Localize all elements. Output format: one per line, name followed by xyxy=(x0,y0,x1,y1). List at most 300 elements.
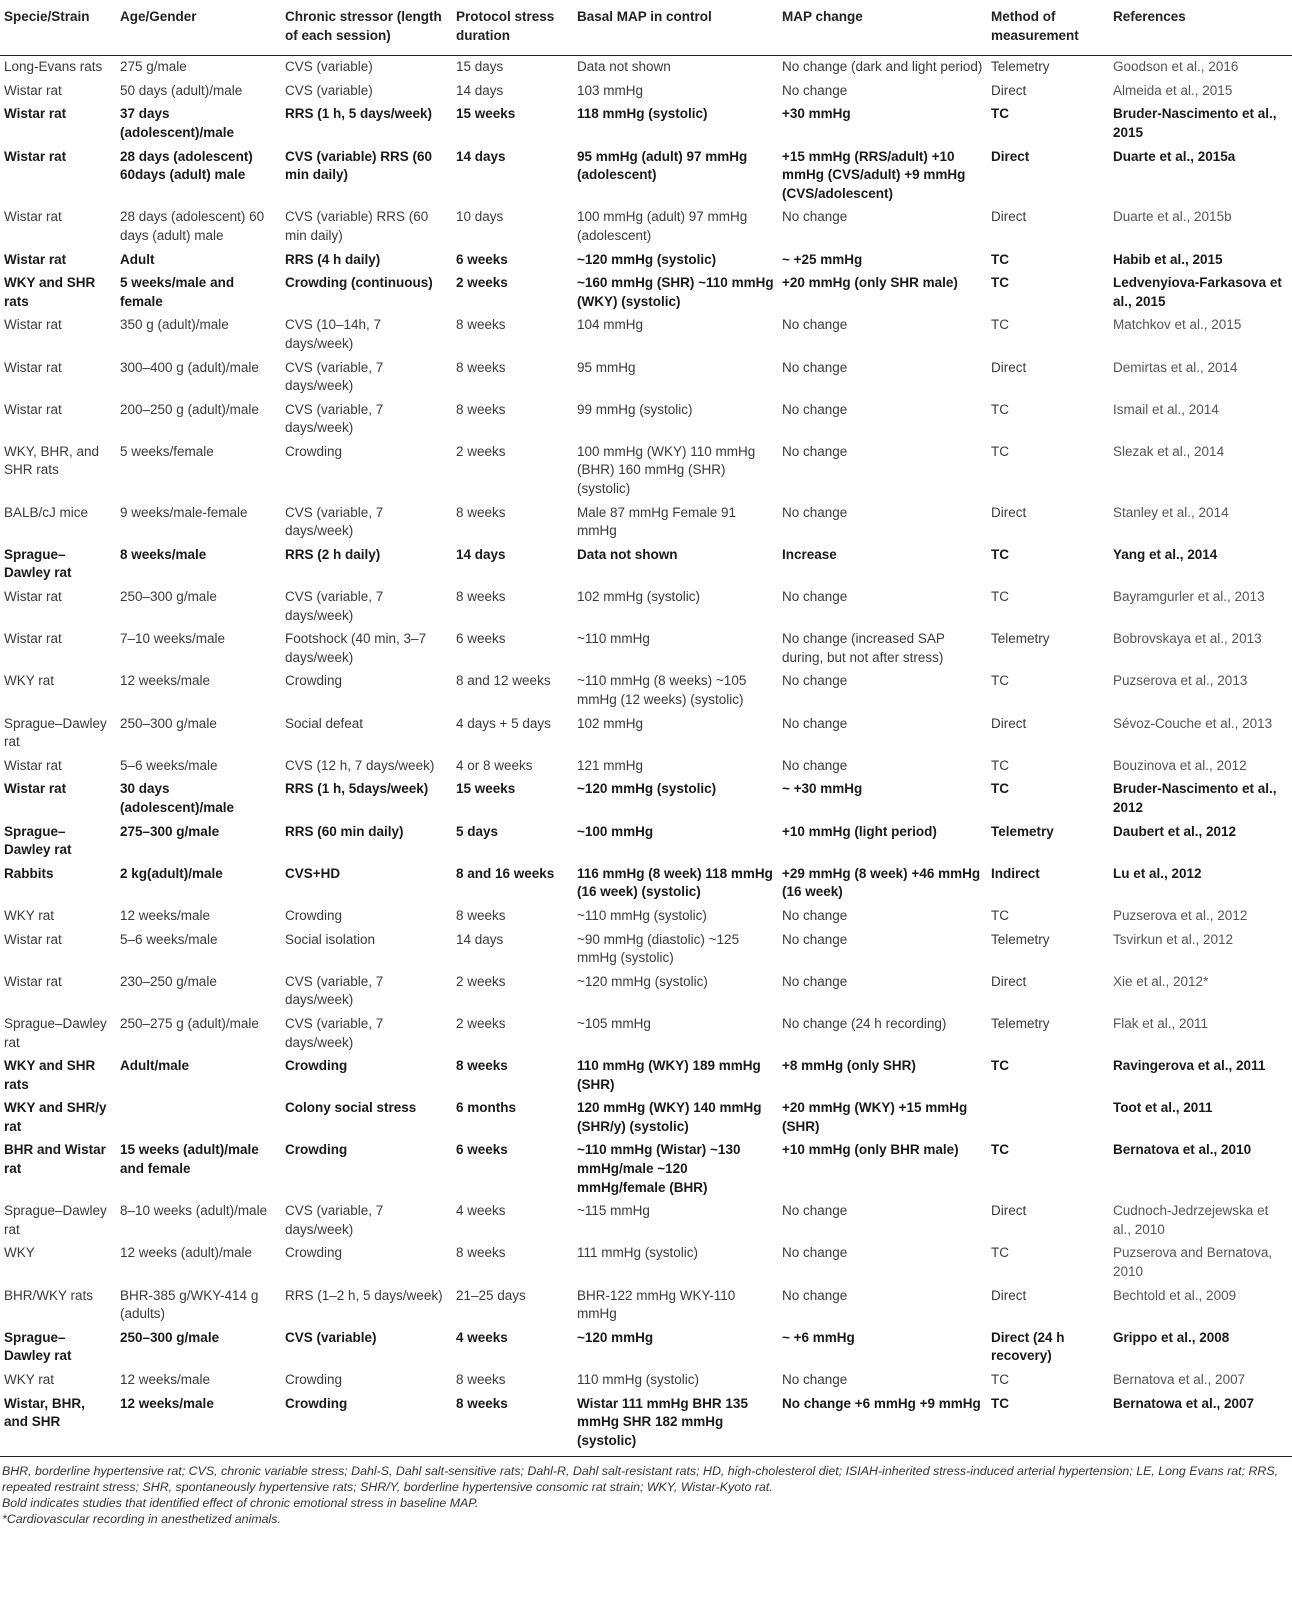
cell-stressor: CVS (variable, 7 days/week) xyxy=(285,973,384,1008)
footnote-anesthetized: *Cardiovascular recording in anesthetized animals. xyxy=(2,1512,281,1527)
cell-map-change: No change xyxy=(782,1287,848,1303)
col-header-map-change: MAP change xyxy=(778,0,987,56)
cell-duration: 5 days xyxy=(456,823,499,839)
table-row xyxy=(0,544,1292,586)
cell-age-gender: 12 weeks/male xyxy=(120,1372,211,1387)
table-row xyxy=(0,1393,1292,1457)
cell-species: Wistar rat xyxy=(4,209,62,225)
cell-map-change: No change xyxy=(782,504,848,520)
cell-species: Sprague–Dawley rat xyxy=(4,1203,107,1237)
col-header-basal-map: Basal MAP in control xyxy=(573,0,778,56)
cell-method: Direct xyxy=(991,359,1027,375)
cell-age-gender: 275 g/male xyxy=(120,59,187,75)
table-row xyxy=(0,1285,1292,1327)
cell-duration: 4 weeks xyxy=(456,1203,506,1219)
cell-map-change: +10 mmHg (only BHR male) xyxy=(782,1142,959,1158)
cell-age-gender: 28 days (adolescent) 60 days (adult) male xyxy=(120,209,265,243)
cell-age-gender: 28 days (adolescent) 60days (adult) male xyxy=(120,148,253,183)
cell-species: Wistar rat xyxy=(4,757,62,773)
cell-species: WKY rat xyxy=(4,673,55,689)
cell-duration: 8 and 16 weeks xyxy=(456,865,555,881)
cell-duration: 8 weeks xyxy=(456,359,506,375)
cell-basal-map: 99 mmHg (systolic) xyxy=(577,401,693,417)
cell-method: TC xyxy=(991,251,1009,267)
cell-species: Wistar, BHR, and SHR xyxy=(0,1393,116,1457)
cell-duration: 15 weeks xyxy=(456,106,516,122)
cell-reference: Daubert et al., 2012 xyxy=(1113,823,1237,839)
table-row xyxy=(0,272,1292,314)
table-row xyxy=(0,441,1292,502)
cell-stressor: Social isolation xyxy=(285,931,376,947)
cell-duration: 6 weeks xyxy=(456,251,508,267)
cell-reference: Puzserova and Bernatova, 2010 xyxy=(1113,1245,1273,1280)
cell-stressor: RRS (60 min daily) xyxy=(285,823,404,839)
cell-duration: 14 days xyxy=(456,148,506,164)
cell-stressor: CVS+HD xyxy=(285,865,341,881)
cell-reference: Stanley et al., 2014 xyxy=(1113,504,1229,520)
cell-duration: 8 and 12 weeks xyxy=(456,673,551,689)
cell-species: BALB/cJ mice xyxy=(4,504,89,520)
cell-basal-map: 100 mmHg (WKY) 110 mmHg (BHR) 160 mmHg (SHR) (systolic) xyxy=(577,443,756,497)
cell-map-change: +30 mmHg xyxy=(782,106,851,122)
table-row xyxy=(0,1200,1292,1242)
cell-reference: Goodson et al., 2016 xyxy=(1113,59,1239,75)
cell-map-change: +15 mmHg (RRS/adult) +10 mmHg (CVS/adult) +9 mmHg (CVS/adolescent) xyxy=(782,148,966,201)
cell-map-change: No change +6 mmHg +9 mmHg xyxy=(778,1393,987,1457)
cell-reference: Cudnoch-Jedrzejewska et al., 2010 xyxy=(1113,1203,1269,1237)
cell-method: TC xyxy=(991,1142,1009,1158)
cell-reference: Tsvirkun et al., 2012 xyxy=(1113,931,1234,947)
cell-map-change: No change xyxy=(782,82,848,98)
cell-species: WKY xyxy=(4,1245,35,1261)
cell-species: Sprague–Dawley rat xyxy=(4,715,107,750)
cell-age-gender: 300–400 g (adult)/male xyxy=(120,359,259,375)
cell-reference: Almeida et al., 2015 xyxy=(1113,82,1233,98)
cell-reference: Matchkov et al., 2015 xyxy=(1113,317,1242,333)
cell-method: TC xyxy=(991,401,1009,417)
table-row xyxy=(0,103,1292,145)
cell-age-gender: 12 weeks/male xyxy=(120,673,211,689)
cell-stressor: CVS (variable) RRS (60 min daily) xyxy=(285,209,429,243)
cell-map-change: No change xyxy=(782,673,848,689)
cell-species: WKY and SHR rats xyxy=(4,275,96,309)
cell-basal-map: 120 mmHg (WKY) 140 mmHg (SHR/y) (systolic) xyxy=(577,1100,762,1134)
cell-stressor: CVS (12 h, 7 days/week) xyxy=(285,757,435,773)
cell-map-change: No change (dark and light period) xyxy=(782,59,983,75)
cell-species: Wistar rat xyxy=(4,631,62,647)
cell-map-change: No change xyxy=(782,973,848,989)
cell-age-gender: 30 days (adolescent)/male xyxy=(120,781,235,815)
cell-method: TC xyxy=(991,589,1009,605)
table-row xyxy=(0,249,1292,273)
cell-basal-map: 110 mmHg (WKY) 189 mmHg (SHR) xyxy=(577,1058,761,1092)
cell-basal-map: ~160 mmHg (SHR) ~110 mmHg (WKY) (systolic) xyxy=(577,275,774,309)
cell-reference: Duarte et al., 2015b xyxy=(1113,209,1232,225)
cell-reference: Puzserova et al., 2013 xyxy=(1113,673,1248,689)
cell-stressor: Crowding xyxy=(285,1142,348,1158)
table-row xyxy=(0,821,1292,863)
cell-reference: Slezak et al., 2014 xyxy=(1113,443,1225,459)
cell-duration: 8 weeks xyxy=(456,317,506,333)
cell-age-gender xyxy=(116,1097,281,1139)
cell-stressor: Crowding xyxy=(285,443,343,459)
cell-basal-map: ~110 mmHg (Wistar) ~130 mmHg/male ~120 mmHg/female (BHR) xyxy=(577,1142,741,1195)
cell-duration: 8 weeks xyxy=(456,589,506,605)
cell-method: Indirect xyxy=(991,865,1040,881)
table-row xyxy=(0,1327,1292,1369)
cell-method: TC xyxy=(991,907,1009,923)
cell-reference: Xie et al., 2012* xyxy=(1113,973,1209,989)
cell-stressor: CVS (variable) xyxy=(285,59,373,75)
cell-method: Direct xyxy=(991,1287,1027,1303)
cell-reference: Bernatowa et al., 2007 xyxy=(1109,1393,1292,1457)
cell-stressor: Crowding xyxy=(285,1372,343,1387)
cell-map-change: No change xyxy=(782,1203,848,1219)
cell-duration: 2 weeks xyxy=(456,443,506,459)
cell-stressor: Crowding (continuous) xyxy=(285,275,433,291)
cell-species: Wistar rat xyxy=(4,781,67,797)
table-row xyxy=(0,863,1292,905)
cell-duration: 14 days xyxy=(456,82,504,98)
cell-basal-map: ~110 mmHg (systolic) xyxy=(577,907,707,923)
cell-age-gender: 12 weeks/male xyxy=(120,907,211,923)
footnote-bold-legend: Bold indicates studies that identified effect of chronic emotional stress in baseline MAP. xyxy=(2,1496,479,1511)
cell-species: Wistar rat xyxy=(4,401,62,417)
table-row xyxy=(0,1013,1292,1055)
cell-method: Telemetry xyxy=(991,59,1050,75)
table-row xyxy=(0,502,1292,544)
cell-reference: Puzserova et al., 2012 xyxy=(1113,907,1248,923)
table-row xyxy=(0,1097,1292,1139)
cell-reference: Bechtold et al., 2009 xyxy=(1113,1287,1237,1303)
cell-basal-map: ~115 mmHg xyxy=(577,1203,650,1219)
col-header-species: Specie/Strain xyxy=(0,0,116,56)
cell-age-gender: 250–300 g/male xyxy=(120,715,217,731)
cell-reference: Bruder-Nascimento et al., 2015 xyxy=(1113,106,1277,140)
cell-reference: Habib et al., 2015 xyxy=(1113,251,1223,267)
table-row xyxy=(0,206,1292,248)
cell-basal-map: 118 mmHg (systolic) xyxy=(577,106,708,122)
cell-basal-map: 95 mmHg xyxy=(577,359,636,375)
cell-duration: 8 weeks xyxy=(456,907,506,923)
table-row xyxy=(0,971,1292,1013)
cell-stressor: CVS (10–14h, 7 days/week) xyxy=(285,317,382,351)
cell-method: TC xyxy=(991,673,1009,689)
cell-method: Telemetry xyxy=(991,823,1054,839)
cell-method: TC xyxy=(991,546,1009,562)
cell-map-change: +20 mmHg (only SHR male) xyxy=(782,275,958,291)
cell-basal-map: ~120 mmHg (systolic) xyxy=(577,973,708,989)
cell-duration: 10 days xyxy=(456,209,504,225)
cell-species: WKY, BHR, and SHR rats xyxy=(4,443,100,478)
cell-method: Direct xyxy=(991,1203,1027,1219)
cell-species: Sprague–Dawley rat xyxy=(4,1329,72,1364)
cell-age-gender: 8–10 weeks (adult)/male xyxy=(120,1203,268,1219)
cell-species: Wistar rat xyxy=(4,931,62,947)
cell-species: Sprague–Dawley rat xyxy=(4,546,72,581)
cell-basal-map: 100 mmHg (adult) 97 mmHg (adolescent) xyxy=(577,209,748,243)
cell-duration: 8 weeks xyxy=(456,504,506,520)
cell-species: WKY and SHR rats xyxy=(4,1058,96,1092)
cell-age-gender: 7–10 weeks/male xyxy=(120,631,226,647)
header-row xyxy=(0,0,1292,56)
cell-map-change: No change xyxy=(782,757,848,773)
cell-stressor: CVS (variable) xyxy=(285,1329,377,1345)
cell-method: Direct xyxy=(991,504,1027,520)
cell-method: Direct xyxy=(991,973,1027,989)
col-header-stressor: Chronic stressor (length of each session) xyxy=(281,0,452,56)
cell-map-change: No change xyxy=(782,1245,848,1261)
cell-method: TC xyxy=(991,443,1009,459)
cell-method: Telemetry xyxy=(991,1015,1050,1031)
cell-map-change: No change xyxy=(782,931,848,947)
cell-map-change: No change xyxy=(782,359,848,375)
cell-reference: Demirtas et al., 2014 xyxy=(1113,359,1238,375)
cell-duration: 4 or 8 weeks xyxy=(456,757,533,773)
cell-reference: Duarte et al., 2015a xyxy=(1113,148,1236,164)
cell-duration: 8 weeks xyxy=(456,1245,506,1261)
cell-basal-map: 102 mmHg (systolic) xyxy=(577,589,701,605)
table-row xyxy=(0,1242,1292,1284)
cell-map-change: +20 mmHg (WKY) +15 mmHg (SHR) xyxy=(782,1100,968,1134)
cell-reference: Ravingerova et al., 2011 xyxy=(1113,1058,1266,1074)
cell-reference: Toot et al., 2011 xyxy=(1113,1100,1213,1116)
cell-reference: Ismail et al., 2014 xyxy=(1113,401,1219,417)
cell-map-change: No change xyxy=(782,401,848,417)
cell-method: Telemetry xyxy=(991,631,1050,647)
cell-stressor: CVS (variable, 7 days/week) xyxy=(285,1203,384,1237)
cell-duration: 15 weeks xyxy=(456,781,516,797)
table-row xyxy=(0,399,1292,441)
cell-species: BHR/WKY rats xyxy=(4,1287,94,1303)
cell-method: TC xyxy=(991,1372,1009,1387)
cell-age-gender: Adult xyxy=(120,251,155,267)
cell-age-gender: 250–300 g/male xyxy=(120,1329,220,1345)
cell-method: Telemetry xyxy=(991,931,1050,947)
col-header-age-gender: Age/Gender xyxy=(116,0,281,56)
cell-basal-map: ~120 mmHg xyxy=(577,1329,654,1345)
cell-map-change: +29 mmHg (8 week) +46 mmHg (16 week) xyxy=(782,865,981,900)
cell-reference: Bruder-Nascimento et al., 2012 xyxy=(1113,781,1277,815)
cell-method: TC xyxy=(991,781,1009,797)
cell-method: Direct xyxy=(991,148,1030,164)
table-row xyxy=(0,755,1292,779)
cell-age-gender: 350 g (adult)/male xyxy=(120,317,229,333)
cell-basal-map: 103 mmHg xyxy=(577,82,644,98)
cell-basal-map: 111 mmHg (systolic) xyxy=(577,1245,699,1261)
cell-reference: Bernatova et al., 2007 xyxy=(1113,1372,1246,1387)
cell-age-gender: 2 kg(adult)/male xyxy=(120,865,223,881)
cell-map-change: No change (increased SAP during, but not after stress) xyxy=(782,631,945,665)
cell-map-change: No change xyxy=(782,317,848,333)
cell-method: Direct xyxy=(991,715,1027,731)
cell-basal-map: Male 87 mmHg Female 91 mmHg xyxy=(577,504,737,539)
col-header-duration: Protocol stress duration xyxy=(452,0,573,56)
cell-stressor: RRS (4 h daily) xyxy=(285,251,381,267)
cell-duration: 8 weeks xyxy=(456,401,506,417)
cell-method: TC xyxy=(991,1245,1009,1261)
cell-species: Rabbits xyxy=(4,865,54,881)
cell-stressor: Footshock (40 min, 3–7 days/week) xyxy=(285,631,427,665)
cell-basal-map: BHR-122 mmHg WKY-110 mmHg xyxy=(577,1287,736,1322)
cell-age-gender: 37 days (adolescent)/male xyxy=(120,106,235,140)
cell-duration: 8 weeks xyxy=(452,1393,573,1457)
cell-basal-map: 95 mmHg (adult) 97 mmHg (adolescent) xyxy=(577,148,748,183)
cell-species: Wistar rat xyxy=(4,251,67,267)
table-row xyxy=(0,146,1292,207)
cell-basal-map: Wistar 111 mmHg BHR 135 mmHg SHR 182 mmHg (systolic) xyxy=(573,1393,778,1457)
table-row xyxy=(0,778,1292,820)
cell-stressor: RRS (1–2 h, 5 days/week) xyxy=(285,1287,443,1303)
cell-age-gender: BHR-385 g/WKY-414 g (adults) xyxy=(120,1287,259,1322)
cell-species: Wistar rat xyxy=(4,359,62,375)
cell-stressor: CVS (variable, 7 days/week) xyxy=(285,401,384,436)
cell-duration: 4 days + 5 days xyxy=(456,715,551,731)
table-row xyxy=(0,1369,1292,1393)
cell-basal-map: 104 mmHg xyxy=(577,317,644,333)
table-row xyxy=(0,357,1292,399)
table-body xyxy=(0,56,1292,1457)
cell-reference: Flak et al., 2011 xyxy=(1113,1015,1209,1031)
cell-basal-map: 110 mmHg (systolic) xyxy=(577,1372,700,1387)
cell-method: TC xyxy=(991,757,1009,773)
cell-age-gender: 250–300 g/male xyxy=(120,589,217,605)
cell-basal-map: 116 mmHg (8 week) 118 mmHg (16 week) (systolic) xyxy=(577,865,773,900)
cell-reference: Yang et al., 2014 xyxy=(1113,546,1218,562)
cell-reference: Bouzinova et al., 2012 xyxy=(1113,757,1247,773)
cell-stressor: Crowding xyxy=(281,1393,452,1457)
cell-age-gender: 200–250 g (adult)/male xyxy=(120,401,259,417)
table-row xyxy=(0,56,1292,80)
cell-method xyxy=(987,1097,1109,1139)
cell-map-change: No change xyxy=(782,907,848,923)
cell-duration: 4 weeks xyxy=(456,1329,508,1345)
cell-map-change: No change xyxy=(782,209,848,225)
cell-species: Wistar rat xyxy=(4,973,62,989)
cell-stressor: Crowding xyxy=(285,1058,348,1074)
table-row xyxy=(0,80,1292,104)
cell-duration: 2 weeks xyxy=(456,275,508,291)
cell-age-gender: 15 weeks (adult)/male and female xyxy=(120,1142,259,1177)
cell-basal-map: ~110 mmHg xyxy=(577,631,650,647)
col-header-method: Method of measurement xyxy=(987,0,1109,56)
table-row xyxy=(0,586,1292,628)
cell-age-gender: 50 days (adult)/male xyxy=(120,82,243,98)
cell-stressor: CVS (variable) xyxy=(285,82,373,98)
cell-reference: Lu et al., 2012 xyxy=(1113,865,1202,881)
cell-stressor: RRS (1 h, 5days/week) xyxy=(285,781,429,797)
cell-method: TC xyxy=(991,106,1009,122)
cell-stressor: Crowding xyxy=(285,673,343,689)
cell-map-change: No change (24 h recording) xyxy=(782,1015,947,1031)
cell-basal-map: ~105 mmHg xyxy=(577,1015,651,1031)
cell-species: Wistar rat xyxy=(4,317,62,333)
table-row xyxy=(0,1139,1292,1200)
cell-stressor: RRS (1 h, 5 days/week) xyxy=(285,106,433,122)
cell-basal-map: ~120 mmHg (systolic) xyxy=(577,251,717,267)
cell-reference: Ledvenyiova-Farkasova et al., 2015 xyxy=(1113,275,1282,309)
cell-age-gender: 12 weeks (adult)/male xyxy=(120,1245,253,1261)
cell-age-gender: 5 weeks/male and female xyxy=(120,275,235,309)
cell-stressor: RRS (2 h daily) xyxy=(285,546,381,562)
cell-duration: 2 weeks xyxy=(456,1015,506,1031)
cell-age-gender: 8 weeks/male xyxy=(120,546,207,562)
cell-stressor: CVS (variable, 7 days/week) xyxy=(285,1015,384,1050)
cell-map-change: No change xyxy=(782,443,848,459)
table-row xyxy=(0,628,1292,670)
cell-map-change: No change xyxy=(782,589,848,605)
cell-reference: Bayramgurler et al., 2013 xyxy=(1113,589,1265,605)
cell-age-gender: 230–250 g/male xyxy=(120,973,217,989)
cell-stressor: Crowding xyxy=(285,907,343,923)
cell-species: WKY and SHR/y rat xyxy=(4,1100,107,1134)
cell-duration: 15 days xyxy=(456,59,504,75)
cell-method: TC xyxy=(987,1393,1109,1457)
cell-age-gender: Adult/male xyxy=(120,1058,190,1074)
cell-map-change: ~ +25 mmHg xyxy=(782,251,863,267)
table-row xyxy=(0,713,1292,755)
cell-reference: Bernatova et al., 2010 xyxy=(1113,1142,1252,1158)
cell-age-gender: 5–6 weeks/male xyxy=(120,931,218,947)
cell-basal-map: Data not shown xyxy=(577,546,678,562)
cell-map-change: No change xyxy=(782,715,848,731)
table-row xyxy=(0,929,1292,971)
cell-stressor: Colony social stress xyxy=(285,1100,417,1116)
cell-method: Direct (24 h recovery) xyxy=(991,1329,1065,1364)
cell-age-gender: 12 weeks/male xyxy=(116,1393,281,1457)
cell-reference: Sévoz-Couche et al., 2013 xyxy=(1113,715,1273,731)
cell-species: Sprague–Dawley rat xyxy=(4,823,72,858)
cell-species: WKY rat xyxy=(4,907,55,923)
cell-reference: Grippo et al., 2008 xyxy=(1113,1329,1230,1345)
cell-stressor: CVS (variable, 7 days/week) xyxy=(285,589,384,623)
table-row xyxy=(0,314,1292,356)
table-row xyxy=(0,905,1292,929)
cell-age-gender: 5–6 weeks/male xyxy=(120,757,218,773)
cell-map-change: ~ +30 mmHg xyxy=(782,781,863,797)
cell-duration: 21–25 days xyxy=(456,1287,526,1303)
cell-species: Wistar rat xyxy=(4,106,67,122)
cell-stressor: CVS (variable, 7 days/week) xyxy=(285,504,384,539)
cell-basal-map: ~110 mmHg (8 weeks) ~105 mmHg (12 weeks) (systolic) xyxy=(577,673,747,707)
cell-basal-map: 121 mmHg xyxy=(577,757,644,773)
cell-basal-map: ~100 mmHg xyxy=(577,823,654,839)
cell-duration: 14 days xyxy=(456,931,504,947)
cell-stressor: Crowding xyxy=(285,1245,343,1261)
cell-species: Wistar rat xyxy=(4,82,62,98)
cell-age-gender: 5 weeks/female xyxy=(120,443,214,459)
table-row xyxy=(0,1055,1292,1097)
cell-duration: 8 weeks xyxy=(456,1372,506,1387)
cell-species: Sprague–Dawley rat xyxy=(4,1015,107,1050)
cell-map-change: +8 mmHg (only SHR) xyxy=(782,1058,916,1074)
table-footnotes xyxy=(0,1457,1292,1527)
cell-species: WKY rat xyxy=(4,1372,55,1387)
cell-basal-map: Data not shown xyxy=(577,59,671,75)
cell-map-change: No change xyxy=(782,1372,848,1387)
cell-method: TC xyxy=(991,317,1009,333)
cell-reference: Bobrovskaya et al., 2013 xyxy=(1113,631,1262,647)
cell-age-gender: 9 weeks/male-female xyxy=(120,504,248,520)
cell-map-change: Increase xyxy=(782,546,837,562)
cell-stressor: Social defeat xyxy=(285,715,364,731)
cell-species: BHR and Wistar rat xyxy=(4,1142,106,1177)
cell-map-change: +10 mmHg (light period) xyxy=(782,823,937,839)
cell-duration: 2 weeks xyxy=(456,973,506,989)
cell-species: Wistar rat xyxy=(4,589,62,605)
cell-method: Direct xyxy=(991,209,1027,225)
cell-basal-map: 102 mmHg xyxy=(577,715,644,731)
